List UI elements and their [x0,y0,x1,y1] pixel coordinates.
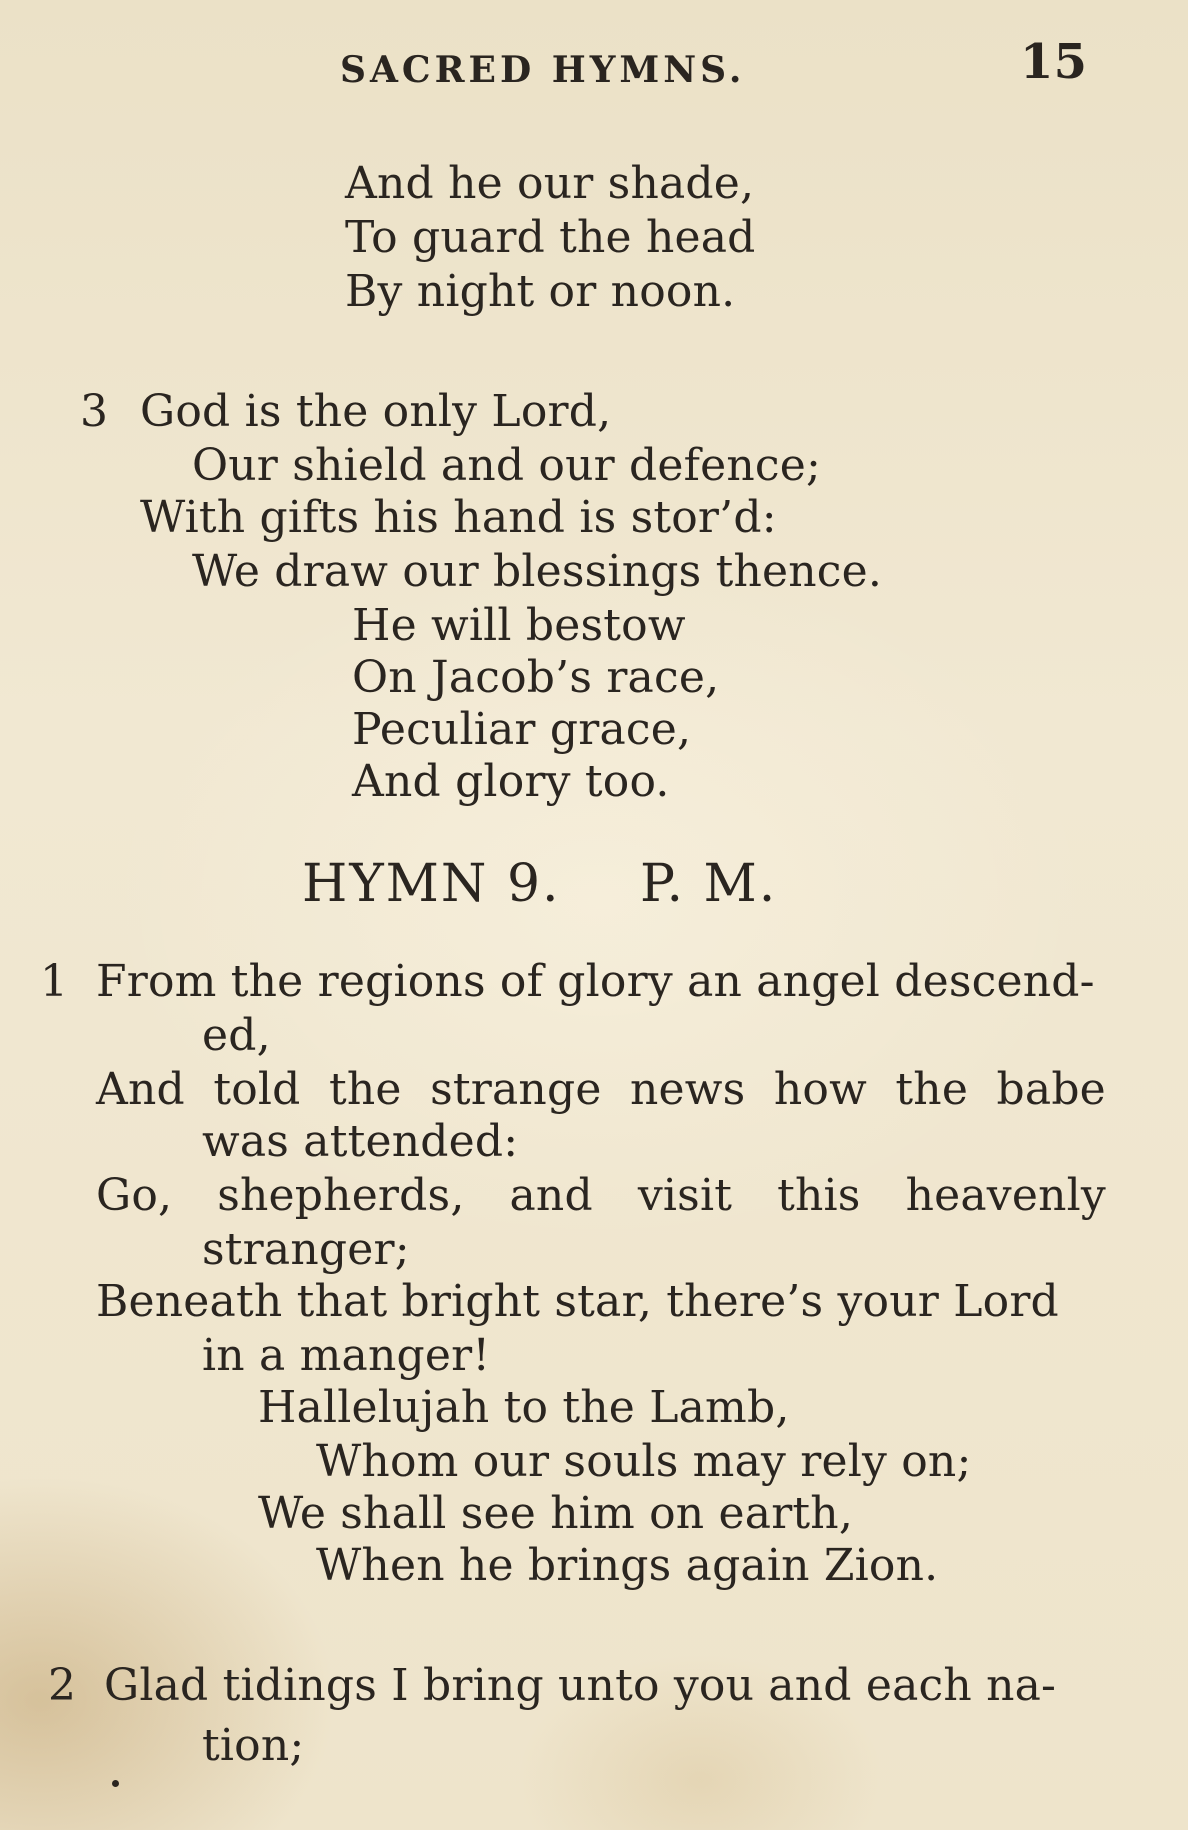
ink-spot [112,1780,119,1787]
page-number: 15 [1020,34,1088,90]
verse-line: And glory too. [352,756,670,807]
word: how [773,1064,867,1115]
word: the [895,1064,969,1115]
verse-line-continuation: stranger; [202,1224,410,1275]
verse-line: Our shield and our defence; [192,440,822,491]
verse-line: We draw our blessings thence. [192,546,883,597]
verse-line: With gifts his hand is stor’d: [140,492,777,543]
chorus-line: We shall see him on earth, [258,1488,854,1539]
word: news [630,1064,746,1115]
word: visit [637,1170,733,1221]
verse-line-continuation: ed, [202,1010,271,1061]
word: the [328,1064,402,1115]
verse-line: Beneath that bright star, there’s your Lord [96,1276,1059,1327]
verse-line-justified [96,1170,1106,1222]
running-header: SACRED HYMNS. [340,49,746,91]
verse-number: 3 [80,386,109,437]
word: told [213,1064,301,1115]
word: shepherds, [217,1170,465,1221]
chorus-line: Whom our souls may rely on; [316,1436,972,1487]
word: this [777,1170,861,1221]
verse-line: By night or noon. [345,266,736,317]
verse-number: 2 [48,1660,77,1711]
word: heavenly [905,1170,1106,1221]
verse-line: He will bestow [352,600,686,651]
word: Go, [96,1170,173,1221]
word: babe [996,1064,1106,1115]
word: And [96,1064,185,1115]
word: and [509,1170,593,1221]
verse-line: Peculiar grace, [352,704,692,755]
chorus-line: Hallelujah to the Lamb, [258,1382,790,1433]
verse-line: Glad tidings I bring unto you and each na- [104,1660,1057,1711]
verse-line: And he our shade, [345,158,755,209]
hymn-title: HYMN 9. [302,854,561,914]
hymn-meter: P. M. [640,854,778,914]
verse-line: From the regions of glory an angel descend- [96,956,1095,1007]
verse-line: On Jacob’s race, [352,652,720,703]
verse-line-continuation: was attended: [202,1116,519,1167]
word: strange [430,1064,602,1115]
chorus-line: When he brings again Zion. [316,1540,939,1591]
verse-line-continuation: in a manger! [202,1330,491,1381]
verse-line-justified [96,1064,1106,1116]
verse-line: God is the only Lord, [140,386,612,437]
verse-number: 1 [40,956,69,1007]
verse-line-continuation: tion; [202,1720,305,1771]
verse-line: To guard the head [345,212,756,263]
